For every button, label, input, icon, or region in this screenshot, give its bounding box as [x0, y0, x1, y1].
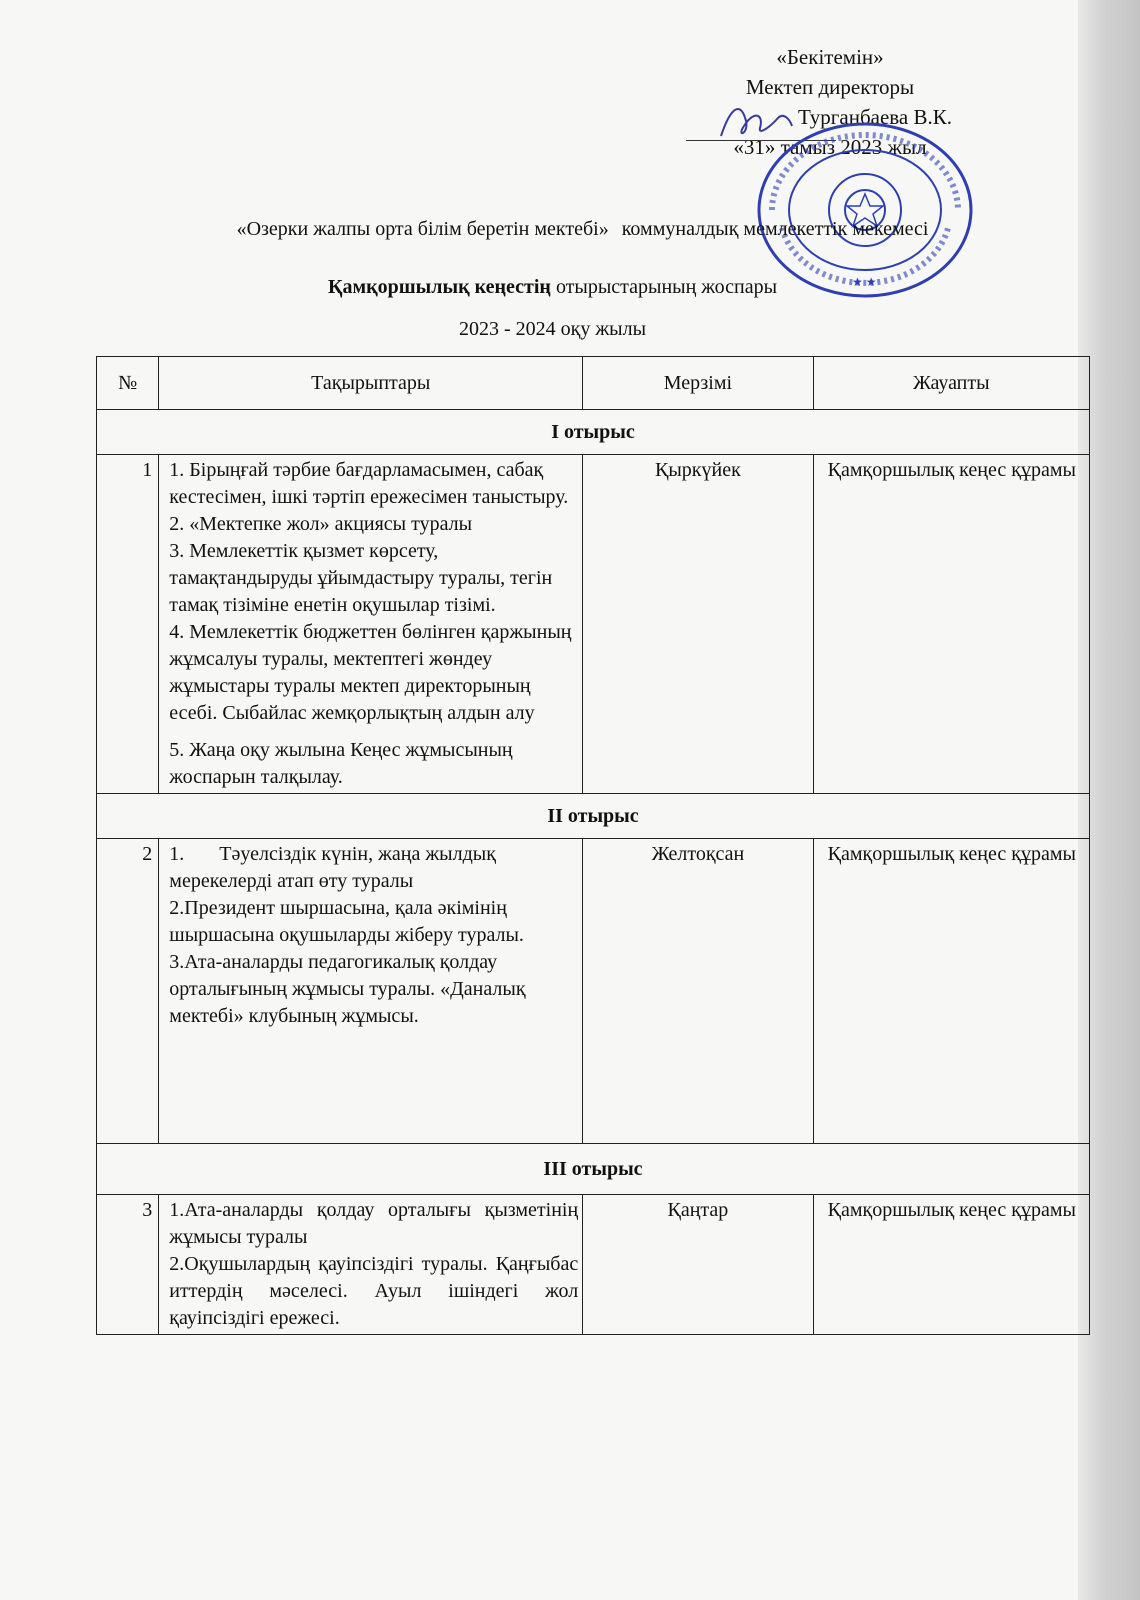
school-name-line	[0, 218, 1105, 241]
academic-year: 2023 - 2024 оқу жылы	[458, 318, 647, 340]
col-responsible-header: Жауапты	[813, 357, 1089, 410]
school-stamp	[752, 118, 978, 302]
topic-item: 3.Ата-аналарды педагогикалық қолдау орталығының жұмысы туралы. «Даналық мектебі» клубының жұмысы.	[169, 951, 526, 1027]
topic-item: 2.Президент шыршасына, қала әкімінің шыршасына оқушыларды жіберу туралы.	[169, 897, 524, 946]
table-row	[97, 839, 1090, 1144]
topic-item: 5. Жаңа оқу жылына Кеңес жұмысының жоспарын талқылау.	[169, 739, 513, 788]
topics-cell	[159, 1195, 583, 1335]
svg-text:★ ★: ★ ★	[852, 275, 877, 289]
topic-item: 2.Оқушылардың қауіпсіздігі туралы. Қаңғыбас иттердің мәселесі. Ауыл ішіндегі жол қауіпсіздігі ережесі.	[169, 1253, 579, 1329]
term-cell: Қыркүйек	[583, 455, 813, 794]
session-row	[97, 410, 1090, 455]
session-title: ІІІ отырыс	[97, 1144, 1090, 1195]
session-row	[97, 794, 1090, 839]
table-row	[97, 1195, 1090, 1335]
school-type: коммуналдық мемлекеттік мекемесі	[621, 218, 929, 240]
topic-item: 4. Мемлекеттік бюджеттен бөлінген қаржының жұмсалуы туралы, мектептегі жөндеу жұмыстары туралы мектеп директорының есебі. Сыбайлас жемқорлықтың алдын алу	[169, 621, 572, 724]
plan-title-bold: Қамқоршылық кеңестің	[327, 276, 551, 298]
topic-item: 3. Мемлекеттік қызмет көрсету, тамақтандыруды ұйымдастыру туралы, тегін тамақ тізіміне енетін оқушылар тізімі.	[169, 540, 553, 616]
session-row	[97, 1144, 1090, 1195]
table-row	[97, 455, 1090, 794]
approval-line-3: Турганбаева В.К.	[797, 105, 952, 129]
col-number-header: №	[97, 357, 159, 410]
row-number: 1	[97, 455, 159, 794]
topic-item: 1.Ата-аналарды қолдау орталығы қызметінің жұмысы туралы	[169, 1199, 579, 1248]
meetings-table	[96, 356, 1090, 1335]
approval-line-1: «Бекітемін»	[776, 45, 884, 69]
topic-item: 1. Бірыңғай тәрбие бағдарламасымен, сабақ кестесімен, ішкі тәртіп ережесімен таныстыру.	[169, 459, 569, 508]
col-topics-header: Тақырыптары	[159, 357, 583, 410]
approval-line-4: «31» тамыз 2023 жыл	[733, 135, 927, 159]
topic-item: 1. Тәуелсіздік күнін, жаңа жылдық мерекелерді атап өту туралы	[169, 843, 501, 892]
plan-title	[0, 276, 1105, 299]
school-name: «Озерки жалпы орта білім беретін мектебі»	[236, 218, 609, 240]
responsible-cell: Қамқоршылық кеңес құрамы	[813, 1195, 1089, 1335]
topics-cell	[159, 839, 583, 1144]
topic-item: 2. «Мектепке жол» акциясы туралы	[169, 513, 473, 535]
col-term-header: Мерзімі	[583, 357, 813, 410]
row-number: 3	[97, 1195, 159, 1335]
responsible-cell: Қамқоршылық кеңес құрамы	[813, 839, 1089, 1144]
term-cell: Желтоқсан	[583, 839, 813, 1144]
responsible-cell: Қамқоршылық кеңес құрамы	[813, 455, 1089, 794]
term-cell: Қаңтар	[583, 1195, 813, 1335]
topics-cell	[159, 455, 583, 794]
approval-line-2: Мектеп директоры	[745, 75, 915, 99]
table-header-row	[97, 357, 1090, 410]
session-title: І отырыс	[97, 410, 1090, 455]
plan-title-rest: отырыстарының жоспары	[555, 276, 778, 298]
row-number: 2	[97, 839, 159, 1144]
session-title: ІІ отырыс	[97, 794, 1090, 839]
